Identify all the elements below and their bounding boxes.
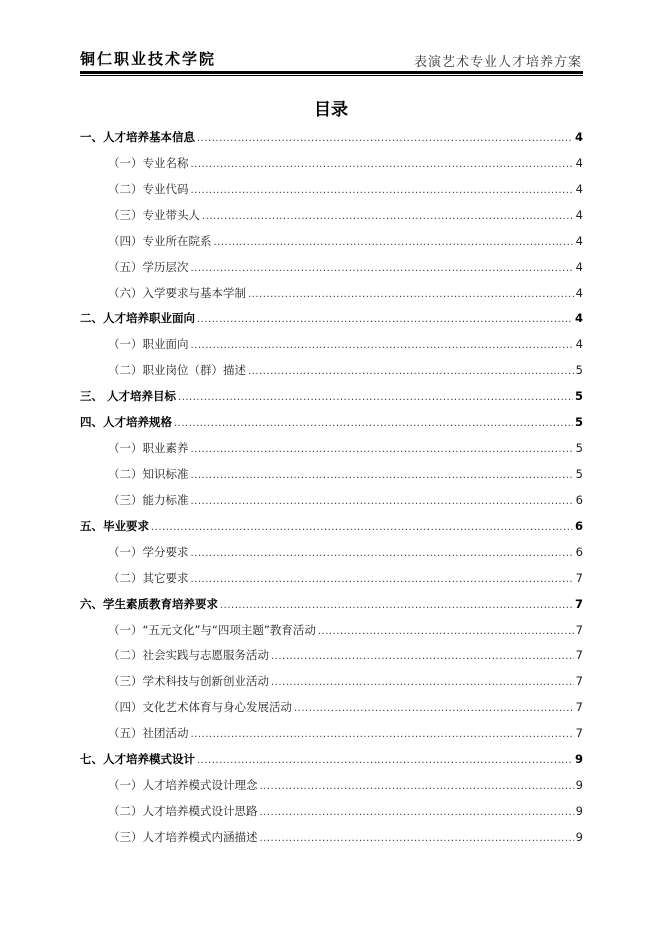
toc-entry-text: 四、人才培养规格 bbox=[80, 415, 172, 430]
toc-entry[interactable] bbox=[80, 285, 583, 311]
toc-entry-text: （五）学历层次 bbox=[108, 259, 189, 274]
leader-dots bbox=[214, 234, 574, 248]
toc-page-number: 5 bbox=[575, 363, 583, 378]
toc-entry[interactable] bbox=[80, 725, 583, 751]
toc-entry[interactable] bbox=[80, 622, 583, 648]
toc-entry[interactable] bbox=[80, 310, 583, 336]
leader-dots bbox=[318, 623, 574, 637]
toc-page-number: 6 bbox=[575, 492, 583, 507]
toc-page-number: 4 bbox=[574, 130, 583, 144]
toc-entry[interactable] bbox=[80, 181, 583, 207]
toc-entry[interactable] bbox=[80, 829, 583, 855]
leader-dots bbox=[197, 130, 573, 144]
toc-entry[interactable] bbox=[80, 466, 583, 492]
toc-page-number: 9 bbox=[575, 778, 583, 793]
table-of-contents bbox=[80, 129, 583, 855]
leader-dots bbox=[191, 441, 574, 455]
toc-entry-text: （一）专业名称 bbox=[108, 155, 189, 170]
toc-entry-text: （三）学术科技与创新创业活动 bbox=[108, 674, 269, 689]
leader-dots bbox=[294, 700, 574, 714]
leader-dots bbox=[271, 674, 574, 688]
leader-dots bbox=[191, 493, 574, 507]
toc-entry[interactable] bbox=[80, 129, 583, 155]
toc-entry[interactable] bbox=[80, 233, 583, 259]
toc-entry-text: （五）社团活动 bbox=[108, 726, 189, 741]
toc-entry[interactable] bbox=[80, 207, 583, 233]
toc-page-number: 4 bbox=[575, 155, 583, 170]
leader-dots bbox=[174, 415, 573, 429]
toc-entry-text: （三）人才培养模式内涵描述 bbox=[108, 829, 258, 844]
leader-dots bbox=[260, 830, 574, 844]
toc-page-number: 4 bbox=[575, 233, 583, 248]
toc-entry-text: （四）专业所在院系 bbox=[108, 233, 212, 248]
toc-page-number: 4 bbox=[575, 337, 583, 352]
toc-page-number: 7 bbox=[575, 674, 583, 689]
toc-page-number: 6 bbox=[574, 518, 583, 533]
toc-entry[interactable] bbox=[80, 259, 583, 285]
toc-entry[interactable] bbox=[80, 544, 583, 570]
toc-entry[interactable] bbox=[80, 803, 583, 829]
toc-page-number: 7 bbox=[575, 648, 583, 663]
leader-dots bbox=[191, 182, 574, 196]
toc-entry[interactable] bbox=[80, 336, 583, 362]
leader-dots bbox=[197, 752, 573, 766]
toc-entry-text: （四）文化艺术体育与身心发展活动 bbox=[108, 700, 292, 715]
toc-entry[interactable] bbox=[80, 751, 583, 777]
toc-entry-text: （二）社会实践与志愿服务活动 bbox=[108, 648, 269, 663]
toc-entry-text: （六）入学要求与基本学制 bbox=[108, 285, 246, 300]
toc-entry-text: （三）能力标准 bbox=[108, 492, 189, 507]
toc-page-number: 7 bbox=[575, 622, 583, 637]
toc-entry-text: （二）职业岗位（群）描述 bbox=[108, 363, 246, 378]
leader-dots bbox=[197, 311, 573, 325]
leader-dots bbox=[151, 519, 573, 533]
toc-page-number: 6 bbox=[575, 544, 583, 559]
toc-entry[interactable] bbox=[80, 777, 583, 803]
toc-page-number: 9 bbox=[575, 803, 583, 818]
toc-page-number: 7 bbox=[575, 570, 583, 585]
toc-page-number: 4 bbox=[574, 311, 583, 326]
toc-entry[interactable] bbox=[80, 414, 583, 440]
toc-page-number: 4 bbox=[575, 259, 583, 274]
toc-page-number: 5 bbox=[574, 389, 583, 404]
toc-entry-text: （一）职业面向 bbox=[108, 337, 189, 352]
toc-entry-text: 六、学生素质教育培养要求 bbox=[80, 596, 218, 611]
leader-dots bbox=[191, 337, 574, 351]
leader-dots bbox=[191, 260, 574, 274]
toc-entry[interactable] bbox=[80, 570, 583, 596]
toc-entry[interactable] bbox=[80, 440, 583, 466]
toc-entry-text: 二、人才培养职业面向 bbox=[80, 311, 195, 326]
toc-entry-text: （二）人才培养模式设计思路 bbox=[108, 803, 258, 818]
toc-entry-text: （一）学分要求 bbox=[108, 544, 189, 559]
toc-entry-text: （二）其它要求 bbox=[108, 570, 189, 585]
toc-entry-text: （二）知识标准 bbox=[108, 466, 189, 481]
toc-entry-text: 五、毕业要求 bbox=[80, 518, 149, 533]
header-rule-thin bbox=[80, 75, 583, 76]
leader-dots bbox=[248, 286, 574, 300]
header-institution: 铜仁职业技术学院 bbox=[80, 50, 217, 68]
toc-page-number: 4 bbox=[575, 181, 583, 196]
leader-dots bbox=[202, 208, 574, 222]
toc-entry[interactable] bbox=[80, 492, 583, 518]
toc-entry[interactable] bbox=[80, 388, 583, 414]
toc-page-number: 7 bbox=[574, 596, 583, 611]
leader-dots bbox=[248, 363, 574, 377]
toc-page-number: 7 bbox=[575, 726, 583, 741]
leader-dots bbox=[191, 726, 574, 740]
toc-entry-text: （一）职业素养 bbox=[108, 441, 189, 456]
toc-page-number: 5 bbox=[574, 415, 583, 430]
toc-entry[interactable] bbox=[80, 155, 583, 181]
leader-dots bbox=[260, 778, 574, 792]
toc-entry-text: （二）专业代码 bbox=[108, 181, 189, 196]
toc-page-number: 5 bbox=[575, 466, 583, 481]
toc-entry[interactable] bbox=[80, 647, 583, 673]
toc-entry[interactable] bbox=[80, 699, 583, 725]
toc-entry[interactable] bbox=[80, 362, 583, 388]
leader-dots bbox=[220, 597, 573, 611]
toc-page-number: 4 bbox=[575, 285, 583, 300]
toc-page-number: 9 bbox=[575, 829, 583, 844]
toc-page-number: 4 bbox=[575, 207, 583, 222]
toc-page-number: 5 bbox=[575, 441, 583, 456]
toc-entry[interactable] bbox=[80, 596, 583, 622]
header-doc-title: 表演艺术专业人才培养方案 bbox=[413, 55, 582, 70]
toc-entry[interactable] bbox=[80, 518, 583, 544]
toc-page-number: 9 bbox=[574, 752, 583, 767]
leader-dots bbox=[191, 156, 574, 170]
toc-entry-text: （三）专业带头人 bbox=[108, 207, 200, 222]
header-rule bbox=[80, 71, 583, 74]
leader-dots bbox=[271, 648, 574, 662]
toc-entry-text: 三、 人才培养目标 bbox=[80, 389, 177, 404]
toc-title: 目录 bbox=[314, 100, 348, 120]
leader-dots bbox=[191, 545, 574, 559]
toc-entry[interactable] bbox=[80, 673, 583, 699]
toc-entry-text: （一）人才培养模式设计理念 bbox=[108, 778, 258, 793]
toc-entry-text: 七、人才培养模式设计 bbox=[80, 752, 195, 767]
toc-entry-text: 一、人才培养基本信息 bbox=[80, 130, 195, 144]
toc-page-number: 7 bbox=[575, 700, 583, 715]
leader-dots bbox=[178, 389, 573, 403]
leader-dots bbox=[260, 804, 574, 818]
leader-dots bbox=[191, 467, 574, 481]
leader-dots bbox=[191, 571, 574, 585]
toc-entry-text: （一）“五元文化”与“四项主题”教育活动 bbox=[108, 622, 316, 637]
